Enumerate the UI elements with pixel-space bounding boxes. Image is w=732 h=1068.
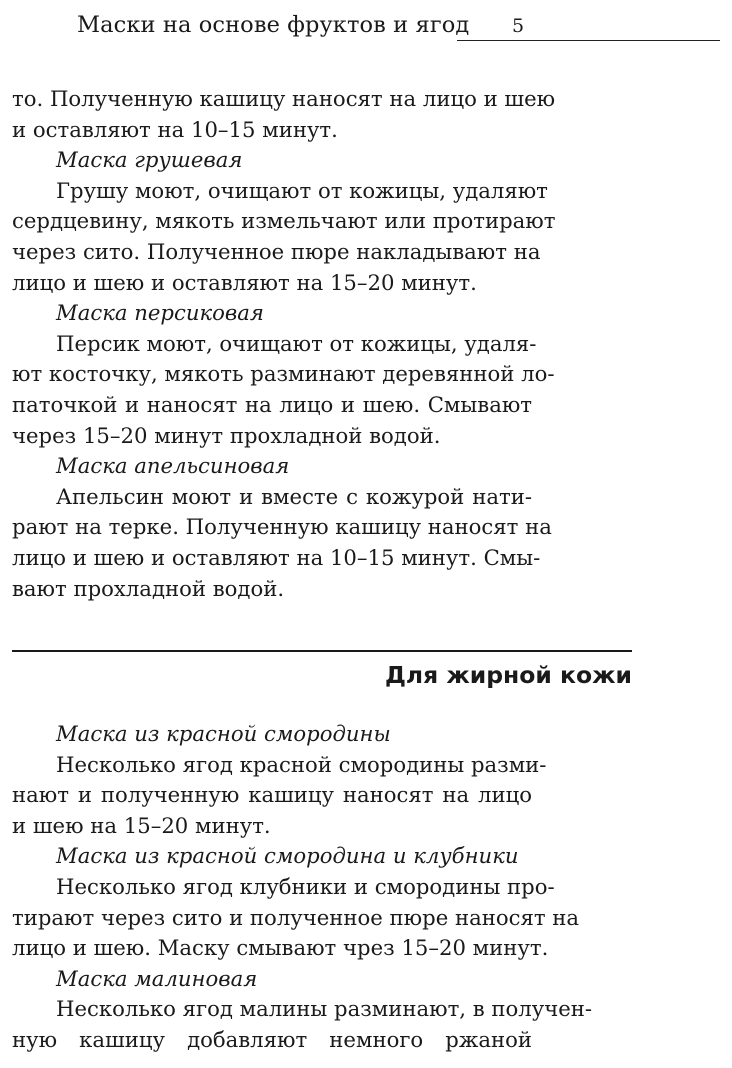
page-number: 5 [512, 15, 525, 37]
text-line: через сито. Полученное пюре накладывают на [12, 238, 541, 264]
text-line: ют косточку, мякоть разминают деревянной ло- [12, 361, 555, 387]
text-line: Грушу моют, очищают от кожицы, удаляют [56, 177, 548, 203]
text-line: лицо и шею и оставляют на 15–20 минут. [12, 269, 477, 295]
text-line: и шею на 15–20 минут. [12, 812, 271, 838]
text-line: и оставляют на 10–15 минут. [12, 116, 338, 142]
text-line: Персик моют, очищают от кожицы, удаля- [56, 330, 537, 356]
recipe-title-orange: Маска апельсиновая [56, 453, 290, 479]
text-line: сердцевину, мякоть измельчают или протирают [12, 208, 556, 234]
text-line: рают на терке. Полученную кашицу наносят на [12, 514, 552, 540]
recipe-title-pear: Маска грушевая [56, 147, 243, 173]
text-line: вают прохладной водой. [12, 575, 285, 601]
section-heading: Для жирной кожи [384, 661, 632, 689]
text-line: Несколько ягод клубники и смородины про- [56, 873, 555, 899]
text-line: лицо и шею и оставляют на 10–15 минут. Смы- [12, 544, 541, 570]
section-rule [12, 650, 632, 652]
text-line: через 15–20 минут прохладной водой. [12, 422, 441, 448]
text-line: лицо и шею. Маску смывают чрез 15–20 минут. [12, 935, 549, 961]
header-rule [457, 40, 720, 41]
text-line: тирают через сито и полученное пюре наносят на [12, 904, 580, 930]
text-block-section [12, 719, 593, 1056]
text-line: ную кашицу добавляют немного ржаной [12, 1026, 532, 1052]
running-title: Маски на основе фруктов и ягод [77, 12, 470, 38]
text-line: Апельсин моют и вместе с кожурой нати- [56, 483, 532, 509]
text-block-top [12, 84, 556, 604]
text-line: нают и полученную кашицу наносят на лицо [12, 782, 532, 808]
running-header [0, 0, 732, 45]
recipe-title-redcurrant: Маска из красной смородины [56, 721, 391, 746]
text-line: то. Полученную кашицу наносят на лицо и шею [12, 86, 556, 111]
text-line: Несколько ягод малины разминают, в получен- [56, 996, 593, 1022]
recipe-title-raspberry: Маска малиновая [56, 965, 258, 991]
recipe-title-peach: Маска персиковая [56, 300, 264, 326]
text-line: Несколько ягод красной смородины разми- [56, 751, 547, 777]
text-line: паточкой и наносят на лицо и шею. Смывают [12, 391, 532, 417]
recipe-title-redcurrant-strawberry: Маска из красной смородина и клубники [56, 843, 519, 869]
